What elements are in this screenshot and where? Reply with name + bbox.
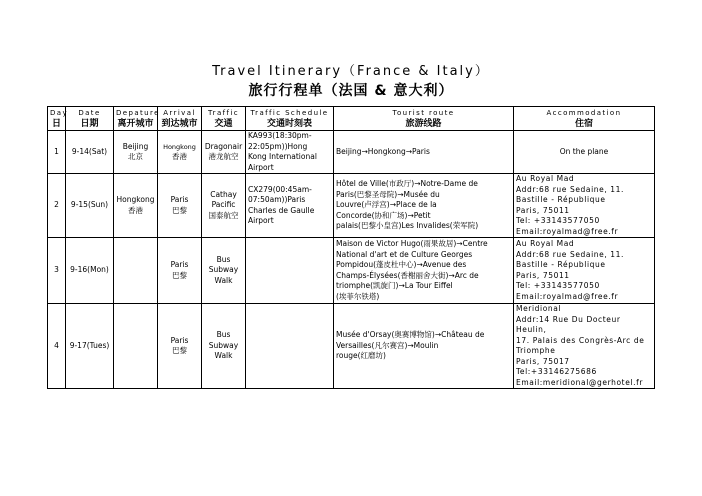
table-row (48, 131, 655, 174)
cell-date: 9-16(Mon) (66, 238, 114, 304)
cell-accommodation: Au Royal Mad Addr:68 rue Sedaine, 11. Bastille - République Paris, 75011 Tel: +33143577050 Email:royalmad@free.fr (514, 238, 655, 304)
cell-departure: Hongkong 香港 (114, 174, 158, 238)
cell-departure: Beijing 北京 (114, 131, 158, 174)
header-arrival: Arrival 到达城市 (158, 107, 202, 131)
cell-arrival: Hongkong 香港 (158, 131, 202, 174)
header-departure: Depature 离开城市 (114, 107, 158, 131)
cell-day: 2 (48, 174, 66, 238)
header-row (48, 107, 655, 131)
cell-route: Maison de Victor Hugo(雨果故居)→Centre National d'art et de Culture Georges Pompidou(蓬皮杜中心)→Avenue des Champs-Élysées(香榭丽舍大街)→Arc de triomphe(凯旋门)→La Tour Eiffel (埃菲尔铁塔) (334, 238, 514, 304)
table-row (48, 238, 655, 304)
cell-date: 9-15(Sun) (66, 174, 114, 238)
cell-arrival: Paris 巴黎 (158, 238, 202, 304)
header-schedule: Traffic Schedule 交通时刻表 (246, 107, 334, 131)
cell-traffic: Bus Subway Walk (202, 238, 246, 304)
cell-arrival: Paris 巴黎 (158, 174, 202, 238)
itinerary-table (47, 106, 655, 389)
cell-departure (114, 238, 158, 304)
cell-route: Musée d'Orsay(奥赛博物馆)→Château de Versailles(凡尔赛宫)→Moulin rouge(红磨坊) (334, 304, 514, 389)
cell-accommodation: Meridional Addr:14 Rue Du Docteur Heulin, 17. Palais des Congrès-Arc de Triomphe Paris, 75017 Tel:+33146275686 Email:meridional@gerhotel.fr (514, 304, 655, 389)
cell-day: 3 (48, 238, 66, 304)
cell-route: Hôtel de Ville(市政厅)→Notre-Dame de Paris(巴黎圣母院)→Musée du Louvre(卢浮宫)→Place de la Concorde(协和广场)→Petit palais(巴黎小皇宫)Les Invalides(荣军院) (334, 174, 514, 238)
cell-arrival: Paris 巴黎 (158, 304, 202, 389)
table-row (48, 304, 655, 389)
cell-schedule: KA993(18:30pm- 22:05pm))Hong Kong International Airport (246, 131, 334, 174)
cell-schedule (246, 238, 334, 304)
cell-traffic: Dragonair 港龙航空 (202, 131, 246, 174)
header-day: Day 日 (48, 107, 66, 131)
cell-schedule: CX279(00:45am- 07:50am))Paris Charles de Gaulle Airport (246, 174, 334, 238)
cell-day: 4 (48, 304, 66, 389)
cell-accommodation: Au Royal Mad Addr:68 rue Sedaine, 11. Bastille - République Paris, 75011 Tel: +33143577050 Email:royalmad@free.fr (514, 174, 655, 238)
header-date: Date 日期 (66, 107, 114, 131)
cell-traffic: Cathay Pacific 国泰航空 (202, 174, 246, 238)
cell-accommodation: On the plane (514, 131, 655, 174)
cell-date: 9-17(Tues) (66, 304, 114, 389)
header-traffic: Traffic 交通 (202, 107, 246, 131)
cell-route: Beijing→Hongkong→Paris (334, 131, 514, 174)
table-row (48, 174, 655, 238)
cell-schedule (246, 304, 334, 389)
title-english: Travel Itinerary（France & Italy） (212, 64, 490, 79)
cell-departure (114, 304, 158, 389)
cell-day: 1 (48, 131, 66, 174)
title-chinese: 旅行行程单（法国 & 意大利） (248, 83, 454, 99)
header-route: Tourist route 旅游线路 (334, 107, 514, 131)
cell-traffic: Bus Subway Walk (202, 304, 246, 389)
cell-date: 9-14(Sat) (66, 131, 114, 174)
header-accommodation: Accommodation 住宿 (514, 107, 655, 131)
